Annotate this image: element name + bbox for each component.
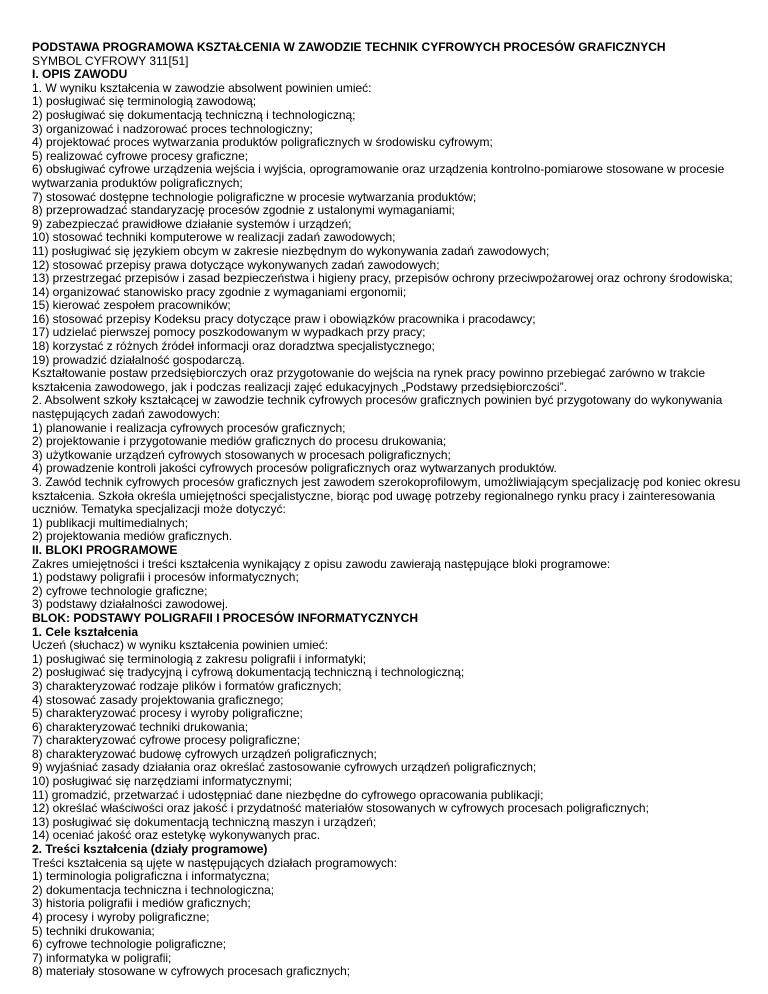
document-text-line: 12) określać właściwości oraz jakość i przydatność materiałów stosowanych w cyfrowych procesach poligraficznych;: [32, 801, 649, 816]
document-text-line: Treści kształcenia są ujęte w następujących działach programowych:: [32, 855, 398, 870]
document-text-line: 9) zabezpieczać prawidłowe działanie systemów i urządzeń;: [32, 216, 352, 231]
document-text-line: 1) publikacji multimedialnych;: [32, 515, 189, 530]
document-text-line: 8) charakteryzować budowę cyfrowych urządzeń poligraficznych;: [32, 746, 377, 761]
document-text-line: 2. Absolwent szkoły kształcącej w zawodzie technik cyfrowych procesów graficznych powinien być przygotowany do wykonywania następujących zadań zawodowych:: [32, 393, 726, 422]
document-text-line: 1) terminologia poligraficzna i informatyczna;: [32, 869, 270, 884]
document-text-line: 13) posługiwać się dokumentacją techniczną maszyn i urządzeń;: [32, 814, 377, 829]
document-text-line: 11) gromadzić, przetwarzać i udostępniać dane niezbędne do cyfrowego opracowania publikacji;: [32, 787, 544, 802]
document-text-line: 2) posługiwać się dokumentacją techniczną i technologiczną;: [32, 107, 356, 122]
document-text-line: 2) cyfrowe technologie graficzne;: [32, 583, 208, 598]
document-text-line: 1) posługiwać się terminologią z zakresu poligrafii i informatyki;: [32, 651, 367, 666]
document-text-line: 6) obsługiwać cyfrowe urządzenia wejścia i wyjścia, oprogramowanie oraz urządzenia kontrolno-pomiarowe stosowane w procesie wytwarzania produktów poligraficznych;: [32, 162, 728, 190]
document-text-line: 12) stosować przepisy prawa dotyczące wykonywanych zadań zawodowych;: [32, 257, 440, 272]
document-text-line: Kształtowanie postaw przedsiębiorczych oraz przygotowanie do wejścia na rynek pracy powinno przebiegać zarówno w trakcie kształcenia zawodowego, jak i podczas realizacji zajęć edukacyjnych „Podstawy przedsiębiorczości”.: [32, 366, 709, 394]
document-heading: II. BLOKI PROGRAMOWE: [32, 542, 178, 557]
document-text-line: 7) informatyka w poligrafii;: [32, 950, 172, 965]
document-text-line: Zakres umiejętności i treści kształcenia wynikający z opisu zawodu zawierają następujące bloki programowe:: [32, 556, 611, 571]
document-text-line: 2) projektowanie i przygotowanie mediów graficznych do procesu drukowania;: [32, 434, 447, 449]
document-heading: 2. Treści kształcenia (działy programowe): [32, 842, 268, 857]
document-text-line: 4) projektować proces wytwarzania produktów poligraficznych w środowisku cyfrowym;: [32, 135, 493, 150]
document-text-line: 3) podstawy działalności zawodowej.: [32, 597, 229, 612]
document-text-line: 7) stosować dostępne technologie poligraficzne w procesie wytwarzania produktów;: [32, 189, 477, 204]
document-text-line: 1) posługiwać się terminologią zawodową;: [32, 94, 257, 109]
document-text-line: 6) cyfrowe technologie poligraficzne;: [32, 937, 227, 952]
document-heading: BLOK: PODSTAWY POLIGRAFII I PROCESÓW INFORMATYCZNYCH: [32, 610, 418, 625]
document-text-line: 13) przestrzegać przepisów i zasad bezpieczeństwa i higieny pracy, przepisów ochrony przeciwpożarowej oraz ochrony środowiska;: [32, 271, 733, 286]
document-text-line: 16) stosować przepisy Kodeksu pracy dotyczące praw i obowiązków pracownika i pracodawcy;: [32, 311, 536, 326]
document-text-line: 3. Zawód technik cyfrowych procesów graficznych jest zawodem szerokoprofilowym, umożliwiającym specjalizację pod koniec okresu kształcenia. Szkoła określa umiejętności specjalistyczne, biorąc pod uwagę potrzeby regionalnego rynku pracy i zainteresowania uczniów. Tematyka specjalizacji może dotyczyć:: [32, 475, 744, 517]
document-text-line: 1) planowanie i realizacja cyfrowych procesów graficznych;: [32, 420, 346, 435]
document-heading: I. OPIS ZAWODU: [32, 67, 128, 82]
document-text-line: 10) stosować techniki komputerowe w realizacji zadań zawodowych;: [32, 230, 396, 245]
document-page: [32, 41, 742, 979]
document-text-line: 6) charakteryzować techniki drukowania;: [32, 719, 249, 734]
document-text-line: 5) techniki drukowania;: [32, 923, 155, 938]
document-text-line: 9) wyjaśniać zasady działania oraz określać zastosowanie cyfrowych urządzeń poligraficznych;: [32, 760, 537, 775]
document-text-line: 4) procesy i wyroby poligraficzne;: [32, 910, 210, 924]
document-heading: PODSTAWA PROGRAMOWA KSZTAŁCENIA W ZAWODZIE TECHNIK CYFROWYCH PROCESÓW GRAFICZNYCH: [32, 40, 666, 54]
document-text-line: 3) historia poligrafii i mediów graficznych;: [32, 896, 251, 911]
document-text-line: 4) prowadzenie kontroli jakości cyfrowych procesów poligraficznych oraz wytwarzanych produktów.: [32, 461, 557, 476]
document-text-line: 2) projektowania mediów graficznych.: [32, 529, 233, 544]
document-text-line: SYMBOL CYFROWY 311[51]: [32, 53, 189, 68]
document-text-line: 8) przeprowadzać standaryzację procesów zgodnie z ustalonymi wymaganiami;: [32, 203, 455, 218]
document-text-line: 8) materiały stosowane w cyfrowych procesach graficznych;: [32, 964, 351, 979]
document-text-line: 1) podstawy poligrafii i procesów informatycznych;: [32, 570, 299, 585]
document-heading: 1. Cele kształcenia: [32, 624, 139, 639]
document-text-line: 7) charakteryzować cyfrowe procesy poligraficzne;: [32, 733, 301, 748]
document-text-line: 19) prowadzić działalność gospodarczą.: [32, 352, 245, 367]
document-text-line: 10) posługiwać się narzędziami informatycznymi;: [32, 774, 293, 789]
document-text-line: 14) organizować stanowisko pracy zgodnie z wymaganiami ergonomii;: [32, 284, 407, 299]
document-text-line: 3) organizować i nadzorować proces technologiczny;: [32, 121, 313, 136]
document-text-line: Uczeń (słuchacz) w wyniku kształcenia powinien umieć:: [32, 638, 329, 653]
document-text-line: 2) dokumentacja techniczna i technologiczna;: [32, 882, 275, 897]
document-text-line: 4) stosować zasady projektowania graficznego;: [32, 692, 284, 707]
document-text-line: 3) użytkowanie urządzeń cyfrowych stosowanych w procesach poligraficznych;: [32, 447, 451, 462]
document-text-line: 15) kierować zespołem pracowników;: [32, 298, 231, 313]
document-text-line: 5) charakteryzować procesy i wyroby poligraficzne;: [32, 706, 303, 721]
document-text-line: 14) oceniać jakość oraz estetykę wykonywanych prac.: [32, 828, 321, 843]
document-text-line: 5) realizować cyfrowe procesy graficzne;: [32, 148, 249, 163]
document-text-line: 1. W wyniku kształcenia w zawodzie absolwent powinien umieć:: [32, 80, 372, 95]
document-text-line: 11) posługiwać się językiem obcym w zakresie niezbędnym do wykonywania zadań zawodowych;: [32, 243, 550, 258]
document-text-line: 3) charakteryzować rodzaje plików i formatów graficznych;: [32, 678, 342, 693]
document-text-line: 17) udzielać pierwszej pomocy poszkodowanym w wypadkach przy pracy;: [32, 325, 426, 340]
document-text-line: 18) korzystać z różnych źródeł informacji oraz doradztwa specjalistycznego;: [32, 339, 435, 354]
document-text-line: 2) posługiwać się tradycyjną i cyfrową dokumentacją techniczną i technologiczną;: [32, 665, 465, 680]
